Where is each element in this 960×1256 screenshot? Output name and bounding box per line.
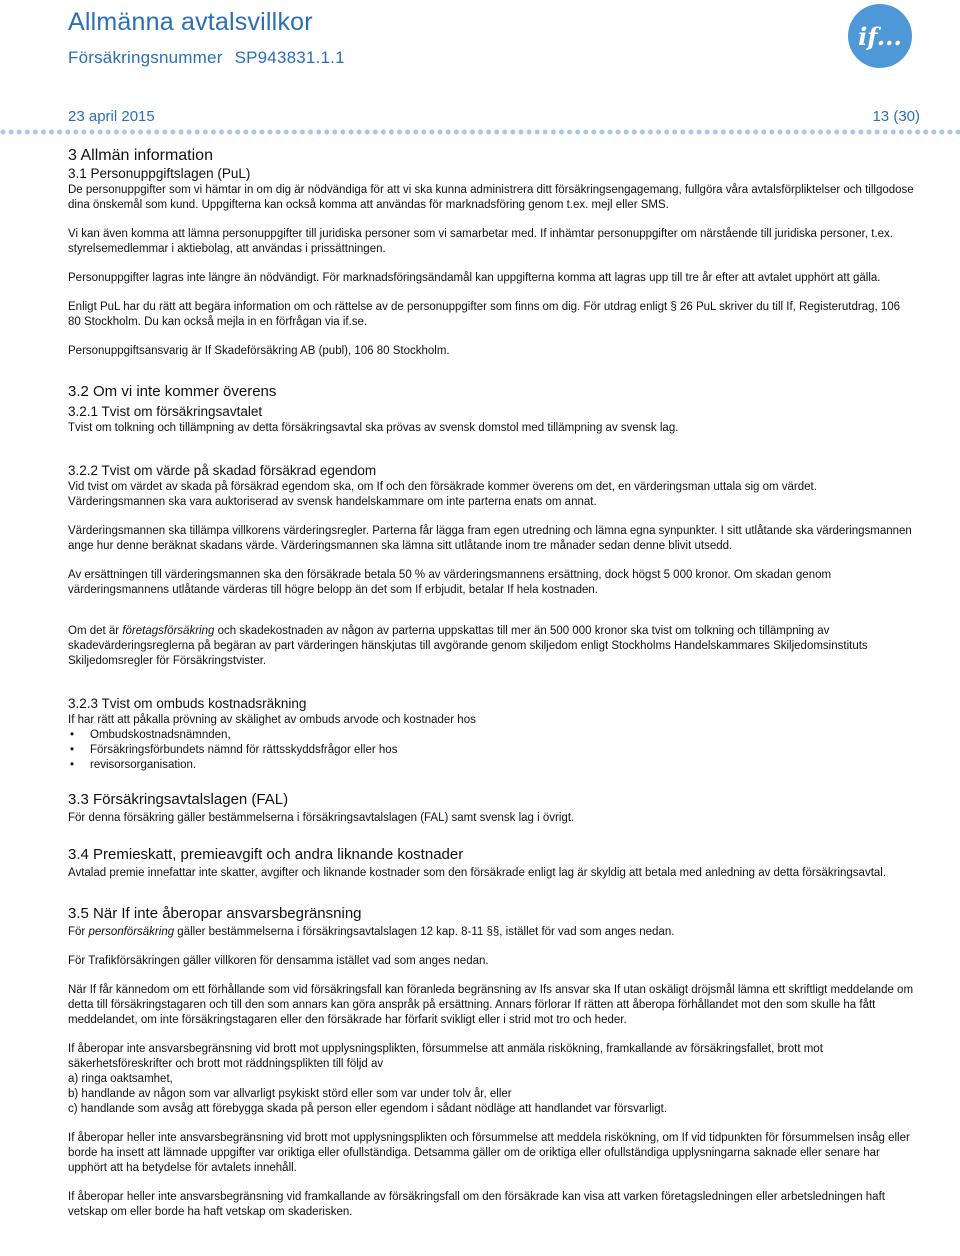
paragraph: När If får kännedom om ett förhållande som vid försäkringsfall kan föranleda begränsning av Ifs ansvar ska If utan oskäligt dröjsmål lämna ett skriftligt meddelande om detta till försäkringstagaren och till den som annars kan göra anspråk på ersättning. Annars förlorar If rätten att åberopa förhållandet mot den som skulle ha fått meddelandet, om inte försäkringstagaren eller den försäkrade har förfarit svikligt eller i strid mot tro och heder. xyxy=(68,984,914,1026)
paragraph: Enligt PuL har du rätt att begära information om och rättelse av de personuppgifter som finns om dig. För utdrag enligt § 26 PuL skriver du till If, Registerutdrag, 106 80 Stockholm. Du kan också mejla in en förfrågan via if.se. xyxy=(68,301,901,328)
text-run: För xyxy=(68,926,89,938)
text-run: och skadekostnaden av någon av parterna uppskattas till mer än 500 000 kronor ska tvist om tolkning och tillämpning av skadevärderingsreglerna på begäran av part värderingen hänskjutas till avgörande genom skiljedom enligt Stockholms Handelskammares Skiljedomsinstituts Skiljedomsregler för Försäkringstvister. xyxy=(68,625,868,667)
paragraph: Värderingsmannen ska tillämpa villkorens värderingsregler. Parterna får lägga fram egen utredning och lämna egna synpunkter. I sitt utlåtande ska värderingsmannen ange hur denne beräknat skadans värde. Värderingsmannen ska lämna sitt utlåtande inom tre månader sedan denne blivit utsedd. xyxy=(68,525,912,552)
policy-number-label: Försäkringsnummer xyxy=(68,48,223,67)
document-body xyxy=(68,146,916,1234)
if-logo xyxy=(848,4,912,68)
policy-number-value: SP943831.1.1 xyxy=(234,48,345,67)
paragraph: If åberopar heller inte ansvarsbegränsning vid brott mot upplysningsplikten och försummelse att meddela riskökning, om If vid tidpunkten för försummelsen insåg eller borde ha insett att lämnade uppgifter var oriktiga eller ofullständiga. Detsamma gäller om de oriktiga eller ofullständiga upplysningarna saknade eller senare har upphört att ha betydelse för avtalets innehåll. xyxy=(68,1132,910,1174)
paragraph: If åberopar inte ansvarsbegränsning vid brott mot upplysningsplikten, försummelse att anmäla riskökning, framkallande av försäkringsfallet, brott mot säkerhetsföreskrifter och brott mot räddningsplikten till följd av xyxy=(68,1043,823,1070)
text-run: Om det är xyxy=(68,625,123,637)
paragraph xyxy=(68,925,916,940)
if-logo-text: if... xyxy=(858,21,902,51)
paragraph: Personuppgiftsansvarig är If Skadeförsäkring AB (publ), 106 80 Stockholm. xyxy=(68,345,450,357)
emphasis-term: personförsäkring xyxy=(88,926,175,938)
document-date: 23 april 2015 xyxy=(68,108,155,125)
section-3-2-1-heading: 3.2.1 Tvist om försäkringsavtalet xyxy=(68,404,263,419)
policy-number-line xyxy=(68,48,345,68)
paragraph: If har rätt att påkalla prövning av skälighet av ombuds arvode och kostnader hos xyxy=(68,714,476,726)
text-run: gäller bestämmelserna i försäkringsavtalslagen 12 kap. 8-11 §§, istället för vad som anges nedan. xyxy=(174,926,675,938)
list-item: • Ombudskostnadsnämnden, xyxy=(68,728,916,743)
paragraph: Vi kan även komma att lämna personuppgifter till juridiska personer som vi samarbetar med. If inhämtar personuppgifter om närstående till juridiska personer, t.ex. styrelsemedlemmar i aktiebolag, att användas i prissättningen. xyxy=(68,228,893,255)
list-item: • Försäkringsförbundets nämnd för rättsskyddsfrågor eller hos xyxy=(68,743,916,758)
section-3-3-heading: 3.3 Försäkringsavtalslagen (FAL) xyxy=(68,791,289,808)
lettered-list xyxy=(68,1072,916,1117)
emphasis-term: företagsförsäkring xyxy=(122,625,215,637)
dotted-divider xyxy=(0,129,960,135)
section-3-heading: 3 Allmän information xyxy=(68,147,213,164)
list-item: b) handlande av någon som var allvarligt psykiskt störd eller som var under tolv år, eller xyxy=(68,1088,512,1100)
paragraph xyxy=(68,624,916,669)
paragraph: If åberopar heller inte ansvarsbegränsning vid framkallande av försäkringsfall om den försäkrade kan visa att varken företagsledningen eller arbetsledningen haft vetskap om eller borde ha haft vetskap om skaderisken. xyxy=(68,1191,885,1218)
page-number: 13 (30) xyxy=(872,108,920,125)
section-3-4-heading: 3.4 Premieskatt, premieavgift och andra liknande kostnader xyxy=(68,846,464,863)
section-3-2-2-heading: 3.2.2 Tvist om värde på skadad försäkrad egendom xyxy=(68,463,377,478)
paragraph: Av ersättningen till värderingsmannen ska den försäkrade betala 50 % av värderingsmannens ersättning, dock högst 5 000 kronor. Om skadan genom värderingsmannens utlåtande värderas till högre belopp än det som If erbjudit, betalar If hela kostnaden. xyxy=(68,569,832,596)
document-title: Allmänna avtalsvillkor xyxy=(68,8,313,36)
paragraph: Tvist om tolkning och tillämpning av detta försäkringsavtal ska prövas av svensk domstol med tillämpning av svensk lag. xyxy=(68,422,679,434)
paragraph: Vid tvist om värdet av skada på försäkrad egendom ska, om If och den försäkrade kommer överens om det, en värderingsman uttala sig om värdet. Värderingsmannen ska vara auktoriserad av svensk handelskammare om inte parterna enats om annat. xyxy=(68,481,817,508)
list-item: • revisorsorganisation. xyxy=(68,758,916,773)
list-item: c) handlande som avsåg att förebygga skada på person eller egendom i sådant nödläge att handlandet var försvarligt. xyxy=(68,1103,668,1115)
section-3-2-3-heading: 3.2.3 Tvist om ombuds kostnadsräkning xyxy=(68,696,307,711)
paragraph: För Trafikförsäkringen gäller villkoren för densamma istället vad som anges nedan. xyxy=(68,955,489,967)
paragraph: Personuppgifter lagras inte längre än nödvändigt. För marknadsföringsändamål kan uppgifterna komma att lagras upp till tre år efter att avtalet upphört att gälla. xyxy=(68,272,881,284)
section-3-2-heading: 3.2 Om vi inte kommer överens xyxy=(68,383,277,400)
bullet-list xyxy=(68,728,916,773)
paragraph: Avtalad premie innefattar inte skatter, avgifter och liknande kostnader som den försäkrade enligt lag är skyldig att betala med anledning av detta försäkringsavtal. xyxy=(68,867,887,879)
section-3-1-heading: 3.1 Personuppgiftslagen (PuL) xyxy=(68,166,251,181)
paragraph: De personuppgifter som vi hämtar in om dig är nödvändiga för att vi ska kunna administrera ditt försäkringsengagemang, fullgöra våra avtalsförpliktelser och tillgodose dina önskemål som kund. Uppgifterna kan också komma att användas för marknadsföring genom t.ex. mejl eller SMS. xyxy=(68,184,914,211)
list-item: a) ringa oaktsamhet, xyxy=(68,1073,173,1085)
paragraph: För denna försäkring gäller bestämmelserna i försäkringsavtalslagen (FAL) samt svensk lag i övrigt. xyxy=(68,812,575,824)
section-3-5-heading: 3.5 När If inte åberopar ansvarsbegränsning xyxy=(68,905,362,922)
